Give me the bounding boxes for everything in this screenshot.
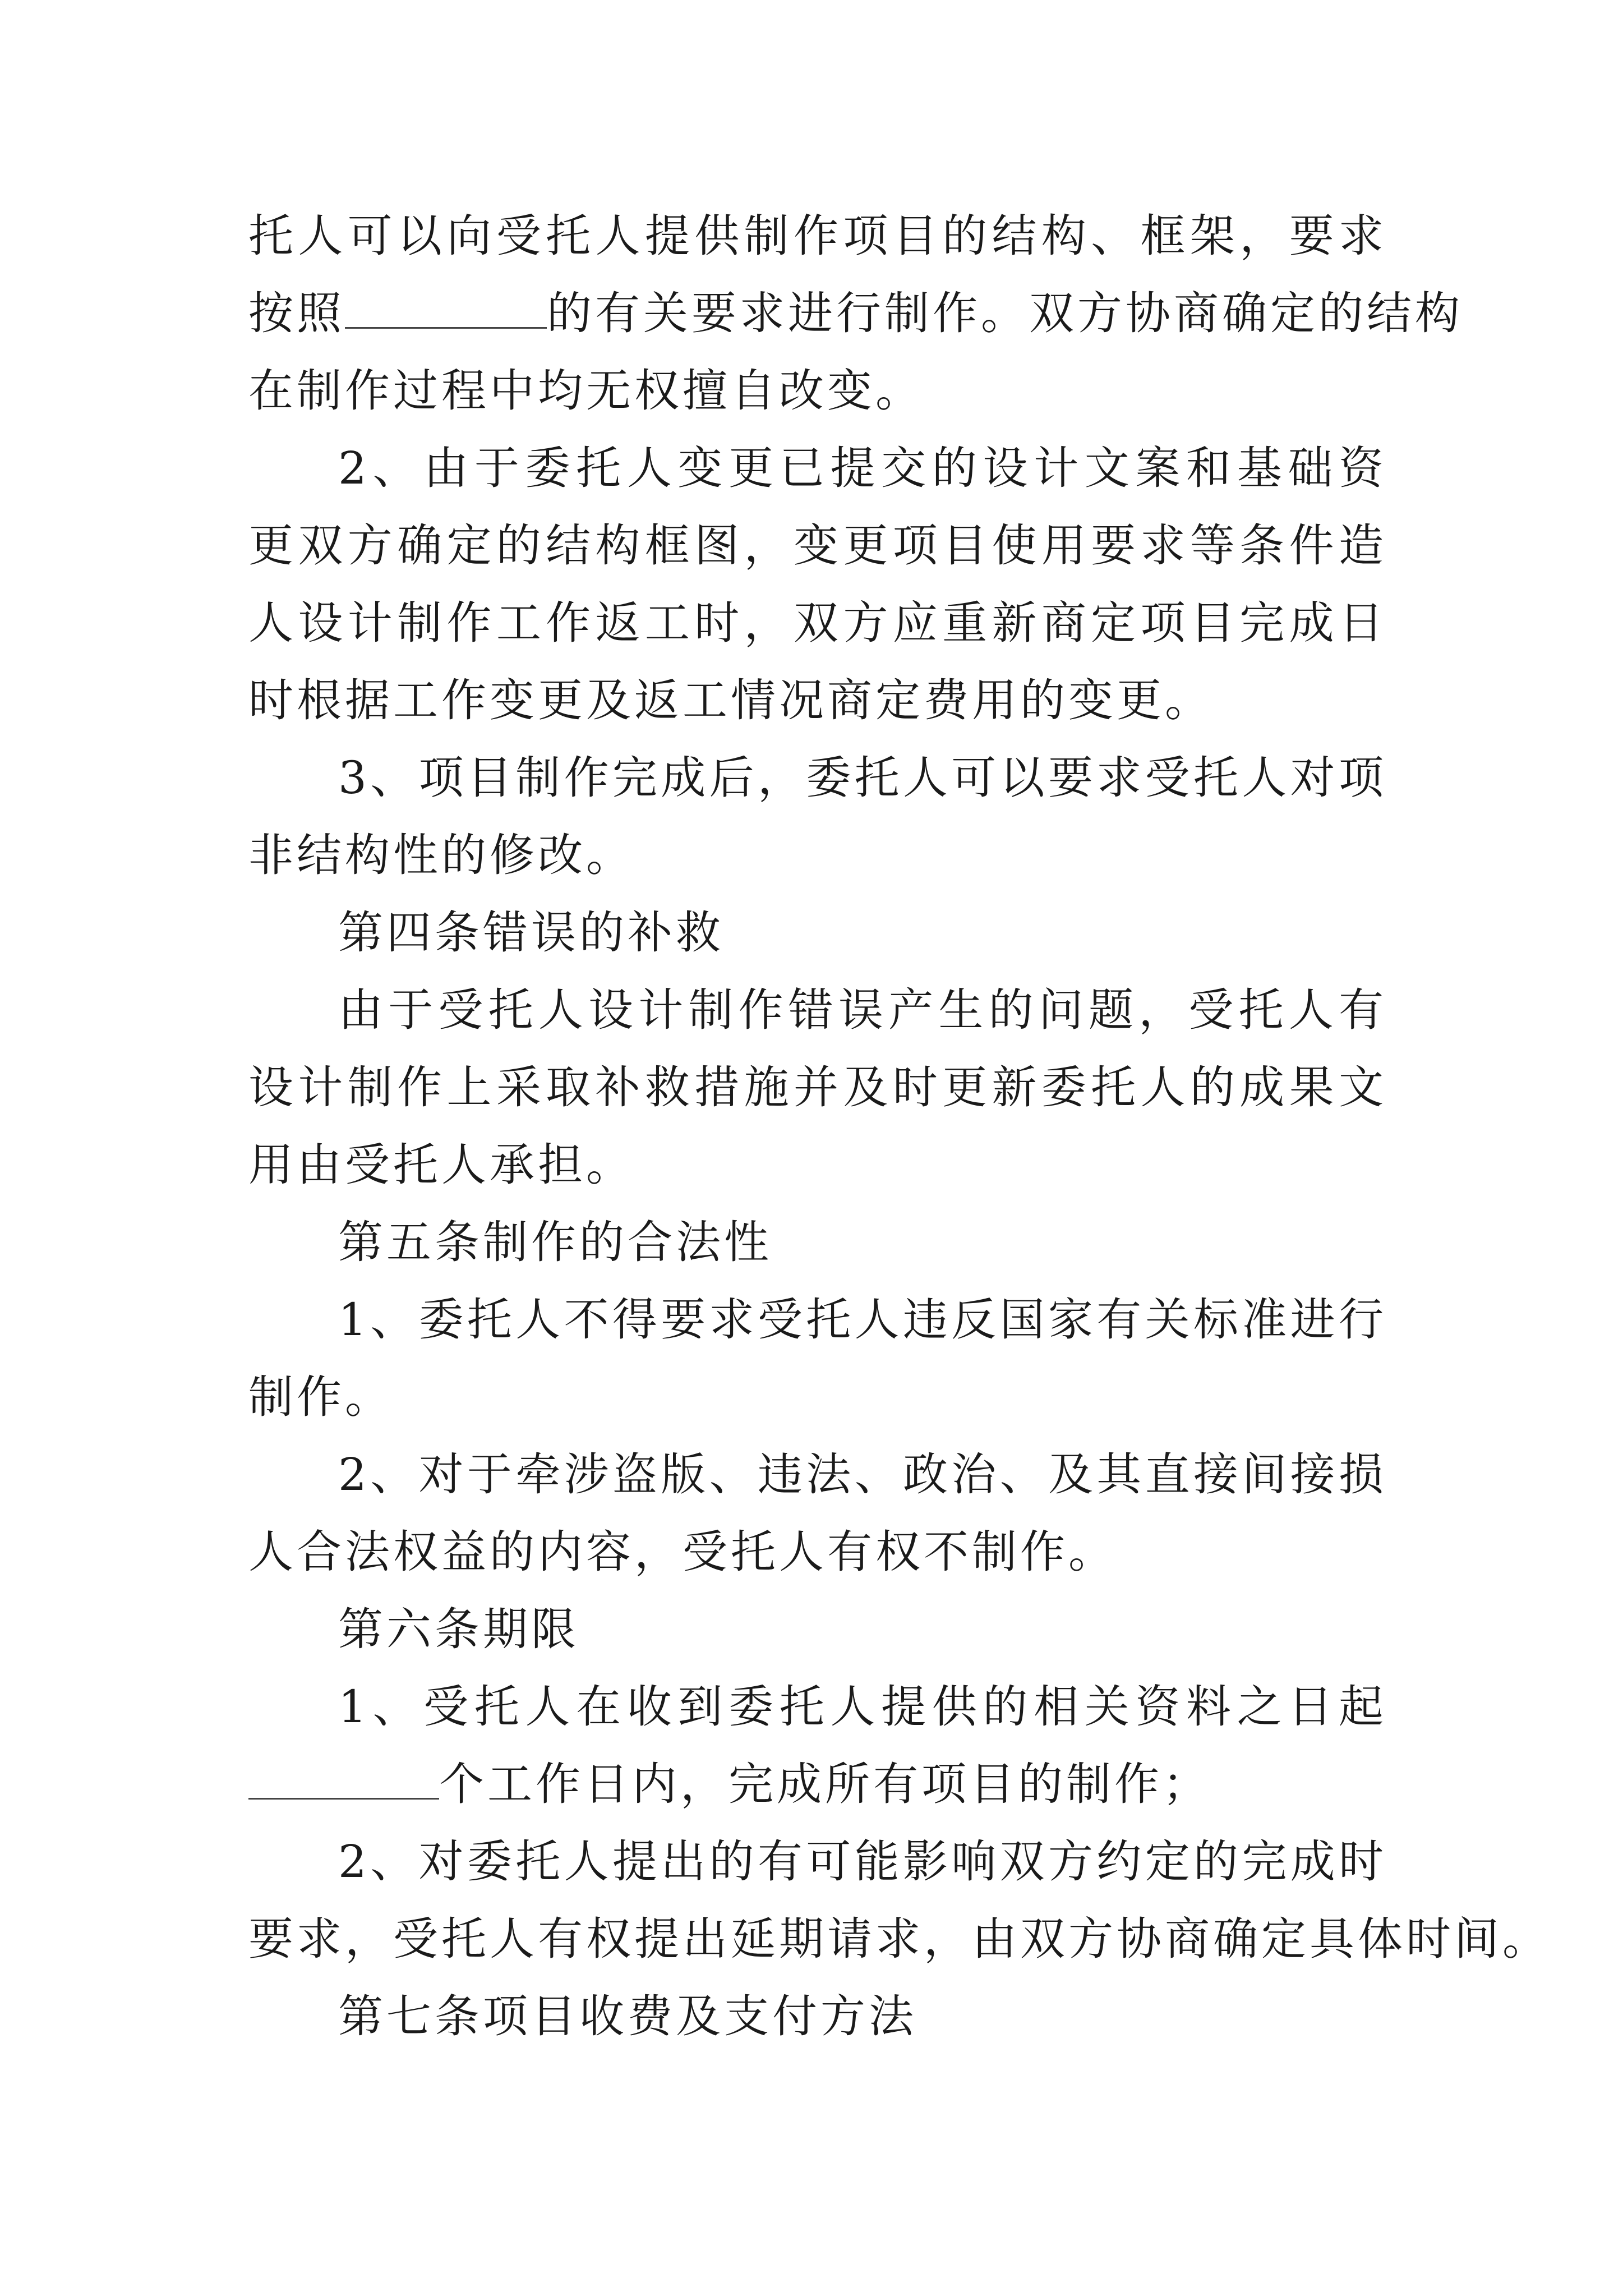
paragraph-line: 人合法权益的内容，受托人有权不制作。 [248, 1526, 1117, 1578]
paragraph-line: 用由受托人承担。 [248, 1139, 634, 1191]
section-heading: 第五条制作的合法性 [338, 1216, 772, 1268]
paragraph-line: 人设计制作工作返工时，双方应重新商定项目完成日 [248, 597, 1387, 649]
section-heading: 第四条错误的补救 [338, 907, 724, 959]
paragraph-line: 在制作过程中均无权擅自改变。 [248, 365, 924, 417]
paragraph-line: 2、对于牵涉盗版、违法、政治、及其直接间接损 [338, 1448, 1387, 1501]
section-heading: 第七条项目收费及支付方法 [338, 1990, 917, 2042]
text-span: 按照 [248, 287, 345, 339]
paragraph-line: 设计制作上采取补救措施并及时更新委托人的成果文 [248, 1061, 1387, 1114]
paragraph-line: 2、由于委托人变更已提交的设计文案和基础资 [338, 442, 1387, 494]
paragraph-line: 制作。 [248, 1371, 393, 1423]
paragraph-line: 由于受托人设计制作错误产生的问题，受托人有 [338, 984, 1387, 1036]
paragraph-line: 1、委托人不得要求受托人违反国家有关标准进行 [338, 1294, 1387, 1346]
section-heading: 第六条期限 [338, 1603, 579, 1655]
paragraph-line: 更双方确定的结构框图，变更项目使用要求等条件造 [248, 519, 1387, 572]
paragraph-line: 托人可以向受托人提供制作项目的结构、框架，要求 [248, 210, 1387, 262]
fill-in-blank [248, 1759, 439, 1800]
text-span: 的有关要求进行制作。双方协商确定的结构 [547, 287, 1463, 339]
paragraph-line [248, 1746, 1387, 1823]
paragraph-line: 要求，受托人有权提出延期请求，由双方协商确定具体时间。 [248, 1913, 1551, 1965]
paragraph-line: 2、对委托人提出的有可能影响双方约定的完成时 [338, 1835, 1387, 1888]
paragraph-line [248, 275, 1463, 352]
text-span: 个工作日内，完成所有项目的制作； [439, 1758, 1211, 1810]
document-body [248, 197, 1551, 2055]
paragraph-line: 1、受托人在收到委托人提供的相关资料之日起 [338, 1681, 1387, 1733]
paragraph-line: 非结构性的修改。 [248, 829, 634, 881]
paragraph-line: 3、项目制作完成后，委托人可以要求受托人对项 [338, 752, 1387, 804]
paragraph-line: 时根据工作变更及返工情况商定费用的变更。 [248, 674, 1213, 726]
fill-in-blank [345, 288, 547, 329]
